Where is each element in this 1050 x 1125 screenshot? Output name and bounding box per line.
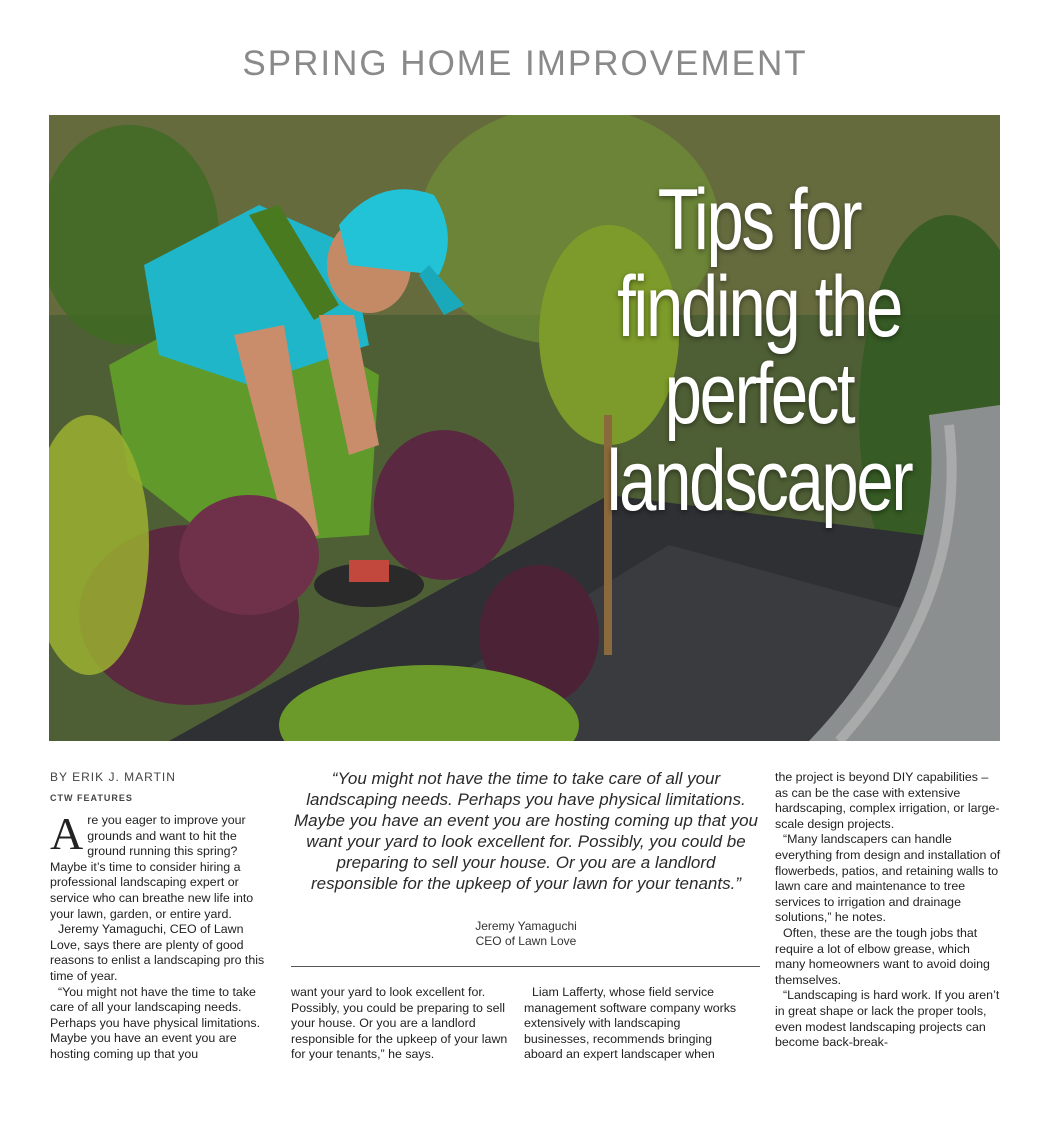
headline-line: perfect	[664, 346, 854, 442]
drop-cap: A	[50, 808, 84, 859]
article-column-4	[775, 770, 1001, 1051]
byline: BY ERIK J. MARTIN	[50, 770, 176, 784]
paragraph: want your yard to look excellent for. Possibly, you could be preparing to sell your house. Or you are a landlord responsible for the upkeep of your lawn for your tenants,” he says.	[291, 985, 508, 1062]
article-column-3	[524, 985, 749, 1063]
pull-quote-attribution-title: CEO of Lawn Love	[475, 934, 577, 948]
divider	[291, 966, 760, 967]
paragraph: “You might not have the time to take care of all your landscaping needs. Perhaps you have physical limitations. Maybe you have an event you are hosting coming up that you	[50, 984, 261, 1061]
paragraph: Often, these are the tough jobs that require a lot of elbow grease, which many homeowners want to avoid doing themselves.	[775, 925, 990, 987]
hero-photo	[49, 115, 1000, 741]
paragraph-text: re you eager to improve your grounds and want to hit the ground running this spring? Maybe it’s time to consider hiring a professional landscaping expert or service who can breathe new life into your lawn, garden, or entire yard.	[50, 813, 254, 921]
paragraph	[50, 808, 265, 922]
pull-quote-attribution-name: Jeremy Yamaguchi	[475, 919, 577, 933]
source-credit: CTW FEATURES	[50, 793, 133, 803]
paragraph: the project is beyond DIY capabilities – as can be the case with extensive hardscaping, complex irrigation, or large-scale design projects.	[775, 770, 1000, 831]
headline-line: landscaper	[606, 433, 912, 529]
section-header: SPRING HOME IMPROVEMENT	[242, 44, 808, 83]
headline-line: finding the	[617, 259, 901, 355]
paragraph: Liam Lafferty, whose field service management software company works extensively with landscaping businesses, recommends bringing aboard an expert landscaper when	[524, 985, 737, 1062]
article-column-1	[50, 808, 265, 1063]
headline-line: Tips for	[657, 172, 861, 268]
paragraph: Jeremy Yamaguchi, CEO of Lawn Love, says there are plenty of good reasons to enlist a landscaping pro this time of year.	[50, 922, 265, 983]
paragraph: “Many landscapers can handle everything from design and installation of flowerbeds, patios, and retaining walls to lawn care and maintenance to tree services to irrigation and drainage solutions,” he notes.	[775, 832, 1001, 925]
pull-quote: “You might not have the time to take care of all your landscaping needs. Perhaps you have physical limitations. Maybe you have an event you are hosting coming up that you want your yard to look excellent for. Possibly, you could be preparing to sell your house. Or you are a landlord responsible for the upkeep of your lawn for your tenants.”	[293, 769, 759, 893]
article-column-2	[291, 985, 516, 1063]
headline	[580, 172, 939, 529]
paragraph: “Landscaping is hard work. If you aren’t in great shape or lack the proper tools, even modest landscaping projects can become back-break-	[775, 988, 1000, 1050]
